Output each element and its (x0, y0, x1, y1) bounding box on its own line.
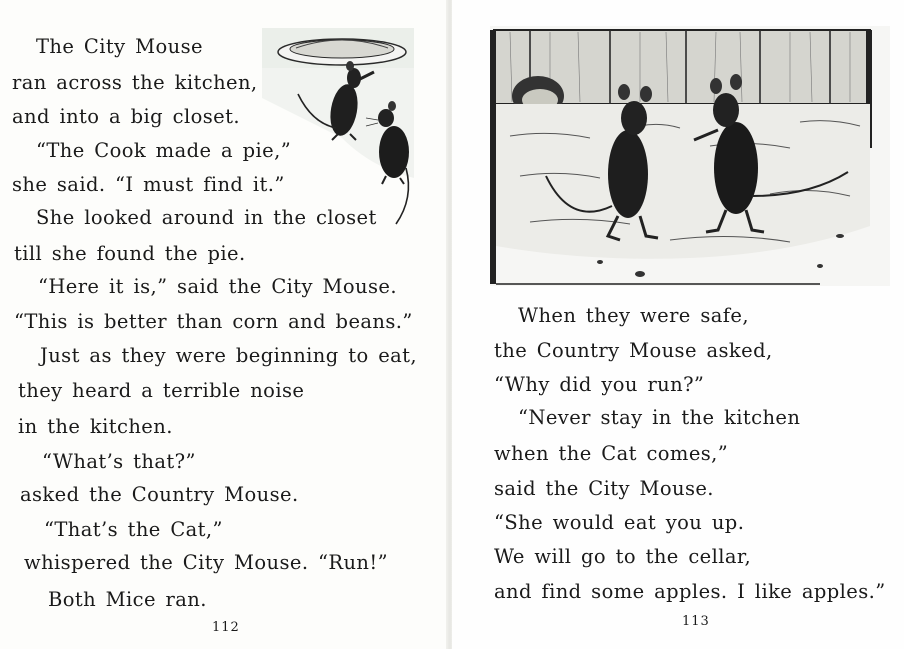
text-line: when the Cat comes,” (494, 442, 729, 465)
page-number: 113 (682, 614, 710, 629)
text-line: the Country Mouse asked, (494, 339, 773, 362)
text-line: Just as they were beginning to eat, (40, 344, 418, 367)
text-line: We will go to the cellar, (494, 545, 752, 568)
text-line: till she found the pie. (14, 242, 246, 265)
text-line: She looked around in the closet (36, 206, 377, 229)
left-page (0, 0, 448, 649)
text-line: “That’s the Cat,” (44, 518, 223, 541)
text-line: “The Cook made a pie,” (36, 139, 292, 162)
text-line: “This is better than corn and beans.” (14, 310, 413, 333)
text-line: in the kitchen. (18, 415, 173, 438)
text-line: “Here it is,” said the City Mouse. (38, 275, 397, 298)
text-line: asked the Country Mouse. (20, 483, 299, 506)
text-line: “Why did you run?” (494, 373, 705, 396)
text-line: “What’s that?” (42, 450, 196, 473)
text-line: and into a big closet. (12, 105, 240, 128)
text-line: said the City Mouse. (494, 477, 714, 500)
text-line: “She would eat you up. (494, 511, 745, 534)
mice-cellar-illustration (490, 26, 892, 288)
text-line: whispered the City Mouse. “Run!” (24, 551, 388, 574)
page-number: 112 (212, 620, 240, 635)
mice-pie-illustration (262, 28, 422, 228)
text-line: When they were safe, (518, 304, 749, 327)
text-line: she said. “I must find it.” (12, 173, 285, 196)
text-line: ran across the kitchen, (12, 71, 258, 94)
text-line: and find some apples. I like apples.” (494, 580, 886, 603)
text-line: “Never stay in the kitchen (518, 406, 801, 429)
text-line: Both Mice ran. (48, 588, 207, 611)
text-line: they heard a terrible noise (18, 379, 305, 402)
right-page (452, 0, 904, 649)
text-line: The City Mouse (36, 35, 203, 58)
